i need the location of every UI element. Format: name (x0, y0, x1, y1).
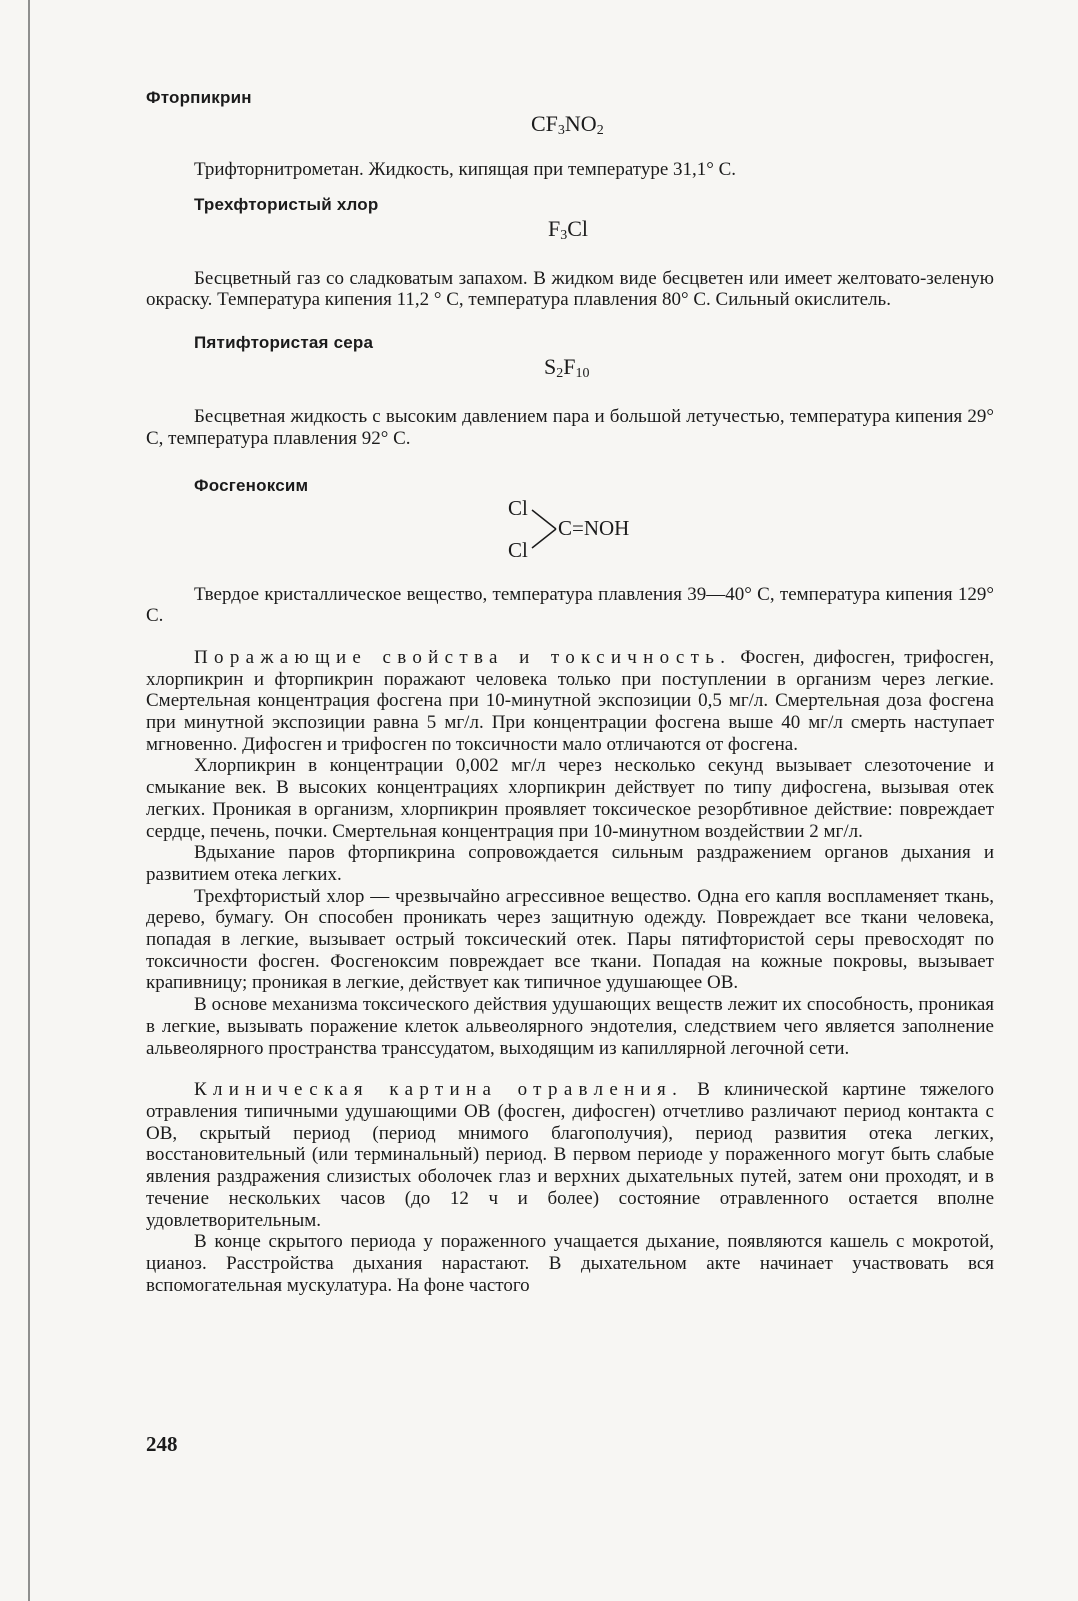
structure-phosgene-oxime (146, 496, 994, 566)
heading-chlorine-trifluoride: Трехфтористый хлор (194, 194, 379, 214)
structure-cl-bottom: Cl (508, 537, 528, 562)
paragraph-sulfur-pentafluoride: Бесцветная жидкость с высоким давлением пара и большой летучестью, температура кипения 29° С, температура плавления 92° С. (146, 406, 994, 449)
paragraph-toxicity-2: Хлорпикрин в концентрации 0,002 мг/л через несколько секунд вызывает слезоточение и смыкание век. В высоких концентрациях хлорпикрин действует по типу дифосгена, вызывая отек легких. Проникая в организм, хлорпикрин проявляет токсическое резорбтивное действие: повреждает сердце, печень, почки. Смертельная концентрация при 10-минутном воздействии 2 мг/л. (146, 755, 994, 842)
subheading-toxicity: Поражающие свойства и токсичность. (194, 646, 732, 668)
paragraph-chlorine-trifluoride: Бесцветный газ со сладковатым запахом. В жидком виде бесцветен или имеет желтовато-зеленую окраску. Температура кипения 11,2 ° С, температура плавления 80° С. Сильный окислитель. (146, 267, 994, 311)
section-chlorine-trifluoride (146, 195, 994, 311)
heading-sulfur-pentafluoride: Пятифтористая сера (194, 333, 374, 353)
page-body (146, 78, 994, 1296)
section-phosgene-oxime (146, 476, 994, 627)
subheading-clinical-picture: Клиническая картина отравления. (194, 1079, 684, 1101)
section-clinical-picture (146, 1079, 994, 1296)
paragraph-clinical-1: Клиническая картина отравления. В клинической картине тяжелого отравления типичными удушающими ОВ (фосген, дифосген) отчетливо различают период контакта с ОВ, скрытый период (период мнимого благополучия), период развития отека легких, восстановительный (или терминальный) период. В первом периоде у пораженного могут быть слабые явления раздражения слизистых оболочек глаз и верхних дыхательных путей, затем они проходят, и в течение нескольких часов (до 12 ч и более) состояние отравленного остается вполне удовлетворительным. (146, 1079, 994, 1231)
structure-group: C=NOH (558, 515, 630, 540)
paragraph-phosgene-oxime: Твердое кристаллическое вещество, температура плавления 39—40° С, температура кипения 129° С. (146, 583, 994, 627)
formula-chlorine-trifluoride: $F_3Cl$ (548, 215, 589, 243)
section-fluoropicrin (146, 88, 994, 181)
paragraph-toxicity-4: Трехфтористый хлор — чрезвычайно агрессивное вещество. Одна его капля воспламеняет ткань, дерево, бумагу. Он способен проникать через защитную одежду. Повреждает все ткани человека, попадая в легкие, вызывает острый токсический отек. Пары пятифтористой серы превосходят по токсичности фосген. Фосгеноксим повреждает все ткани. Попадая на кожные покровы, вызывает крапивницу; проникая в легкие, действует как типичное удушающее ОВ. (146, 885, 994, 994)
formula-sulfur-pentafluoride: $S_2F_{10}$ (544, 354, 590, 382)
section-toxicity (146, 647, 994, 1059)
page-number: 248 (146, 1432, 178, 1456)
heading-phosgene-oxime: Фосгеноксим (194, 475, 309, 495)
structure-bonds (530, 506, 560, 552)
paragraph-toxicity-1: Поражающие свойства и токсичность. Фосген, дифосген, трифосген, хлорпикрин и фторпикрин поражают человека только при поступлении в организм через легкие. Смертельная концентрация фосгена при 10-минутной экспозиции 0,5 мг/л. Смертельная доза фосгена при минутной экспозиции равна 5 мг/л. При концентрации фосгена выше 40 мг/л смерть наступает мгновенно. Дифосген и трифосген по токсичности мало отличаются от фосгена. (146, 646, 995, 755)
section-sulfur-pentafluoride (146, 333, 994, 449)
heading-fluoropicrin: Фторпикрин (146, 88, 252, 107)
paragraph-clinical-2: В конце скрытого периода у пораженного учащается дыхание, появляются кашель с мокротой, цианоз. Расстройства дыхания нарастают. В дыхательном акте начинает участвовать вся вспомогательная мускулатура. На фоне частого (146, 1231, 994, 1296)
scan-margin-line (28, 0, 30, 1601)
paragraph-toxicity-3: Вдыхание паров фторпикрина сопровождается сильным раздражением органов дыхания и развитием отека легких. (146, 842, 994, 885)
structure-cl-top: Cl (508, 495, 528, 520)
paragraph-fluoropicrin: Трифторнитрометан. Жидкость, кипящая при температуре 31,1° С. (194, 159, 737, 180)
formula-fluoropicrin: $CF_3NO_2$ (531, 111, 604, 138)
paragraph-toxicity-5: В основе механизма токсического действия удушающих веществ лежит их способность, проникая в легкие, вызывать поражение клеток альвеолярного эндотелия, следствием чего является заполнение альвеолярного пространства транссудатом, выходящим из капиллярной легочной сети. (146, 994, 994, 1059)
